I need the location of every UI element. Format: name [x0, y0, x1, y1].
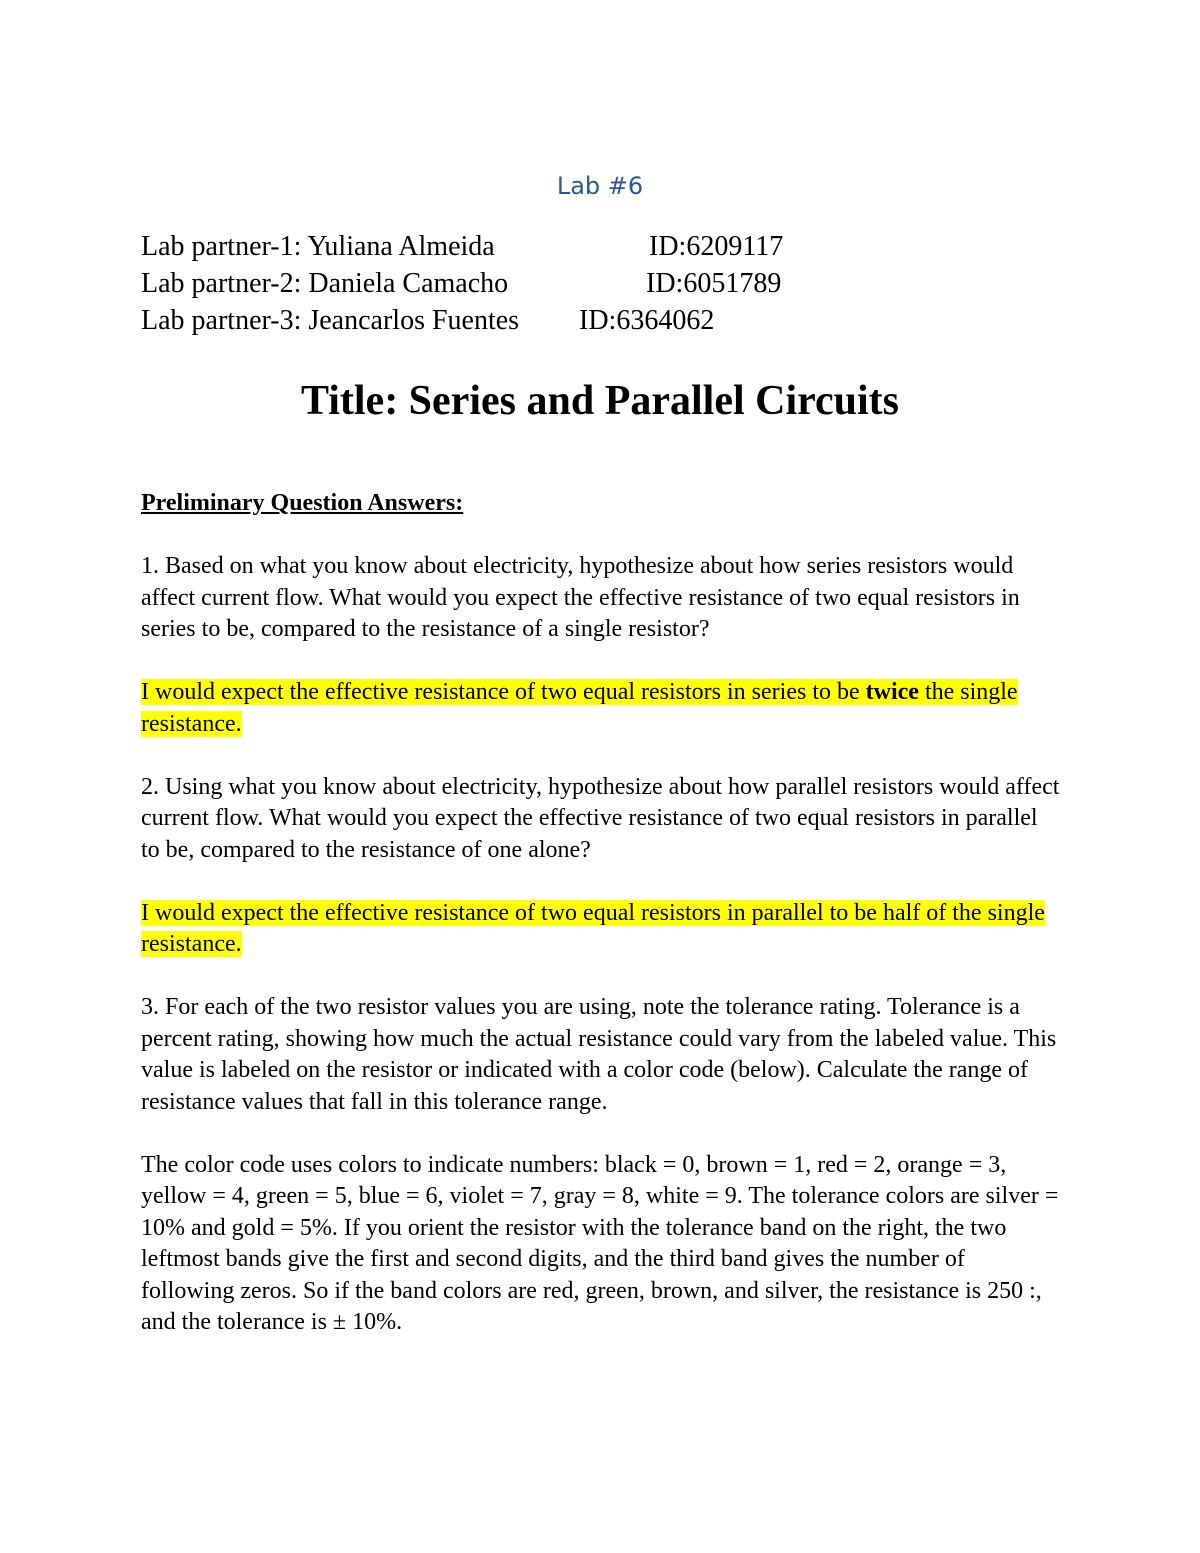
lab-partner-row — [141, 228, 1041, 265]
lab-partner-name: Lab partner-1: Yuliana Almeida — [141, 231, 495, 262]
lab-partner-id: ID:6364062 — [579, 305, 715, 336]
question-1: 1. Based on what you know about electricity, hypothesize about how series resistors would affect current flow. What would you expect the effective resistance of two equal resistors in series to be, compared to the resistance of a single resistor? — [141, 553, 1020, 642]
lab-partner-name: Lab partner-3: Jeancarlos Fuentes — [141, 305, 520, 336]
section-heading: Preliminary Question Answers: — [141, 490, 464, 516]
lab-partners-list — [141, 228, 1041, 339]
answer-1-text-end: the single resistance. — [141, 679, 1018, 737]
answer-1-text: I would expect the effective resistance of two equal resistors in series to be — [141, 679, 866, 705]
question-3: 3. For each of the two resistor values you are using, note the tolerance rating. Tolerance is a percent rating, showing how much the actual resistance could vary from the labeled value. This value is labeled on the resistor or indicated with a color code (below). Calculate the range of resistance values that fall in this tolerance range. — [141, 994, 1057, 1115]
answer-1-emphasis: twice — [865, 679, 919, 705]
answer-1-highlight — [141, 679, 1018, 737]
document-title: Title: Series and Parallel Circuits — [300, 378, 900, 424]
lab-number-heading: Lab #6 — [556, 172, 644, 200]
answer-2 — [141, 898, 1061, 961]
color-code-paragraph: The color code uses colors to indicate numbers: black = 0, brown = 1, red = 2, orange = 3, yellow = 4, green = 5, blue = 6, violet = 7, gray = 8, white = 9. The tolerance colors are silver = 10% and gold = 5%. If you orient the resistor with the tolerance band on the right, the two leftmost bands give the first and second digits, and the third band gives the number of following zeros. So if the band colors are red, green, brown, and silver, the resistance is 250 :, and the tolerance is ± 10%. — [141, 1151, 1059, 1335]
lab-partner-row — [141, 302, 1041, 339]
lab-partner-id: ID:6209117 — [649, 231, 784, 262]
lab-partner-name: Lab partner-2: Daniela Camacho — [141, 268, 509, 299]
answer-2-highlight: I would expect the effective resistance of two equal resistors in parallel to be half of the single resistance. — [141, 899, 1045, 957]
lab-partner-row — [141, 265, 1041, 302]
answer-1 — [141, 677, 1061, 740]
document-body — [141, 488, 1061, 1370]
question-2: 2. Using what you know about electricity, hypothesize about how parallel resistors would affect current flow. What would you expect the effective resistance of two equal resistors in parallel to be, compared to the resistance of one alone? — [141, 773, 1060, 863]
lab-partner-id: ID:6051789 — [646, 268, 782, 299]
